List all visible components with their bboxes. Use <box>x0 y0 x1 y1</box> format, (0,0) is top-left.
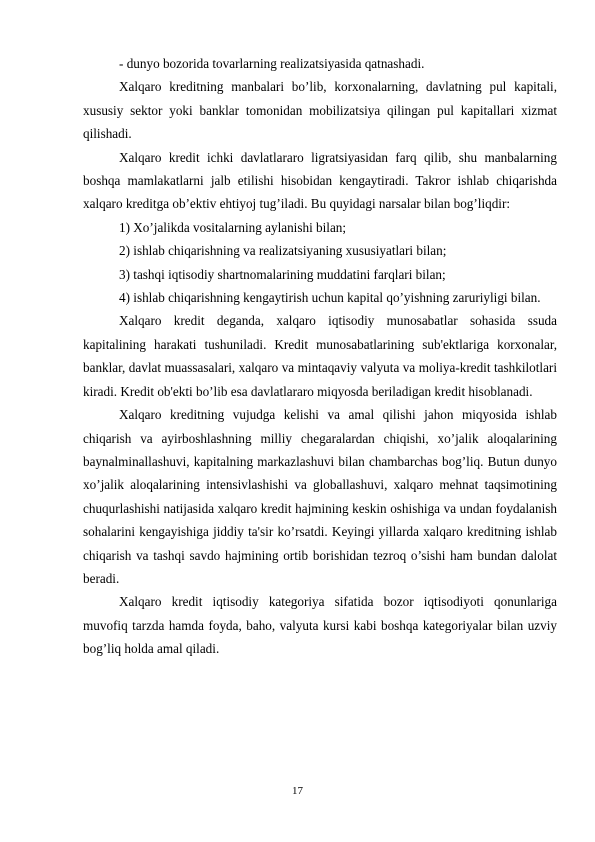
paragraph-3: Xalqaro kredit ichki davlatlararo ligratsiyasidan farq qilib, shu manbalarning boshqa mamlakatlarni jalb etilishi hisobidan kengaytiradi. Takror ishlab chiqarishda xalqaro kreditga ob’ektiv ehtiyoj tug’iladi. Bu quyidagi narsalar bilan bog’liqdir: <box>83 149 557 212</box>
paragraph-6: Xalqaro kredit iqtisodiy kategoriya sifatida bozor iqtisodiyoti qonunlariga muvofiq tarzda hamda foyda, baho, valyuta kursi kabi boshqa kategoriyalar bilan uzviy bog’liq holda amal qiladi. <box>83 594 557 657</box>
document-body <box>83 52 557 661</box>
paragraph-5: Xalqaro kreditning vujudga kelishi va amal qilishi jahon miqyosida ishlab chiqarish va ayirboshlashning milliy chegaralardan chiqishi, xo’jalik aloqalarining baynalminallashuvi, kapitalning markazlashuvi bilan chambarchas bog’liq. Butun dunyo xo’jalik aloqalarining intensivlashishi va globallashuvi, xalqaro mehnat taqsimotining chuqurlashishi natijasida xalqaro kredit hajmining keskin oshishiga va undan foydalanish sohalarini kengayishiga jiddiy ta'sir ko’rsatdi. Keyingi yillarda xalqaro kreditning ishlab chiqarish va tashqi savdo hajmining ortib borishidan tezroq o’sishi ham bundan dalolat beradi. <box>83 407 557 586</box>
list-item-2: 2) ishlab chiqarishning va realizatsiyaning xususiyatlari bilan; <box>119 243 447 259</box>
paragraph-1: - dunyo bozorida tovarlarning realizatsiyasida qatnashadi. <box>119 56 425 71</box>
paragraph-2: Xalqaro kreditning manbalari bo’lib, korxonalarning, davlatning pul kapitali, xususiy sektor yoki banklar tomonidan mobilizatsiya qilingan pul kapitallari xizmat qilishadi. <box>83 79 557 142</box>
list-item-4: 4) ishlab chiqarishning kengaytirish uchun kapital qo’yishning zaruriyligi bilan. <box>119 290 541 306</box>
list-item-1: 1) Xo’jalikda vositalarning aylanishi bilan; <box>119 219 347 235</box>
page-number: 17 <box>292 785 303 797</box>
paragraph-4: Xalqaro kredit deganda, xalqaro iqtisodiy munosabatlar sohasida ssuda kapitalining harakati tushuniladi. Kredit munosabatlarining sub'ektlariga korxonalar, banklar, davlat muassasalari, xalqaro va mintaqaviy valyuta va moliya-kredit tashkilotlari kiradi. Kredit ob'ekti bo’lib esa davlatlararo miqyosda beriladigan kredit hisoblanadi. <box>83 313 557 399</box>
list-item-3: 3) tashqi iqtisodiy shartnomalarining muddatini farqlari bilan; <box>119 266 446 282</box>
